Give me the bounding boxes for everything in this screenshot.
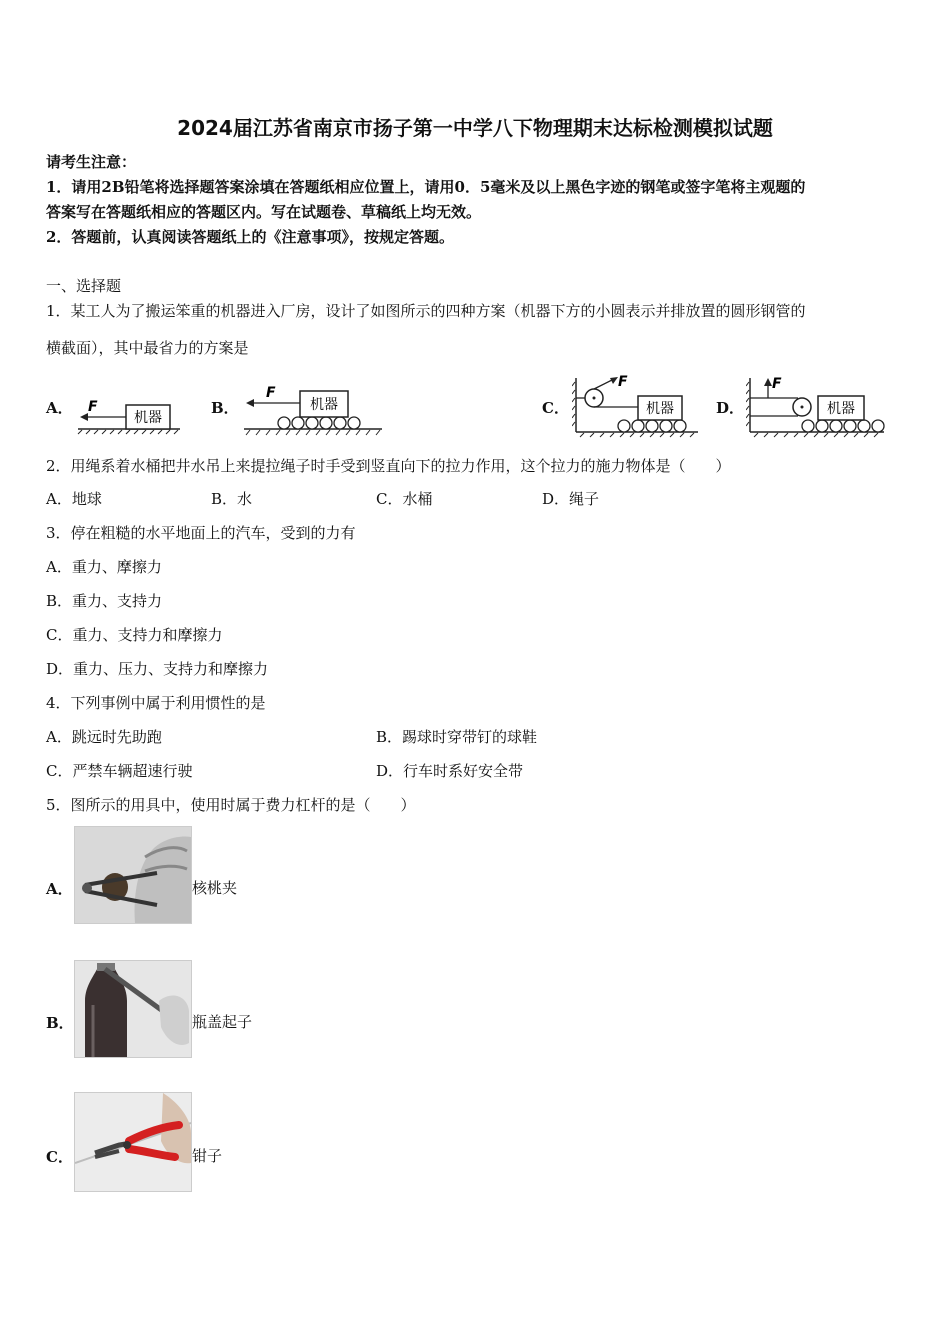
q3-option-c: C．重力、支持力和摩擦力 [46,626,223,644]
machine-label: 机器 [134,410,162,426]
q5-option-b-name: 瓶盖起子 [192,1013,253,1031]
machine-label: 机器 [827,401,855,417]
q4-stem: 4．下列事例中属于利用惯性的是 [46,694,266,712]
q1-figure-c [572,374,700,438]
q3-option-d: D．重力、压力、支持力和摩擦力 [46,660,269,678]
q4-option-b: B．踢球时穿带钉的球鞋 [376,728,538,746]
force-label: F [618,374,628,390]
q3-option-a: A．重力、摩擦力 [46,558,162,576]
notice-heading: 请考生注意： [46,153,137,171]
machine-label: 机器 [310,397,338,413]
q5-stem: 5．图所示的用具中，使用时属于费力杠杆的是（ ） [46,796,416,814]
q1-option-b-label: B． [211,399,239,417]
q4-option-d: D．行车时系好安全带 [376,762,524,780]
pliers-photo [74,1092,192,1192]
q2-option-c: C．水桶 [376,490,433,508]
q4-option-a: A．跳远时先助跑 [46,728,162,746]
q1-figure-a [76,393,182,435]
force-label: F [266,385,276,401]
machine-label: 机器 [646,401,674,417]
q5-option-a-label: A． [46,880,73,898]
q5-option-c-name: 钳子 [192,1147,223,1165]
q1-option-a-label: A． [46,399,73,417]
q5-option-c-label: C． [46,1148,73,1166]
q1-stem-line2: 横截面），其中最省力的方案是 [46,339,249,357]
q5-option-a-name: 核桃夹 [192,879,238,897]
force-label: F [88,399,98,415]
q1-option-c-label: C． [542,399,569,417]
page-title: 2024届江苏省南京市扬子第一中学八下物理期末达标检测模拟试题 [177,116,773,140]
q3-option-b: B．重力、支持力 [46,592,163,610]
q2-option-a: A．地球 [46,490,102,508]
bottle-opener-photo [74,960,192,1058]
force-label: F [772,376,782,392]
notice-line-1a: 1．请用2B铅笔将选择题答案涂填在答题纸相应位置上，请用0．5毫米及以上黑色字迹的钢笔或签字笔将主观题的 [46,178,806,196]
q1-figure-d [746,374,886,438]
q2-option-b: B．水 [211,490,253,508]
q1-figure-b [242,383,384,437]
q4-option-c: C．严禁车辆超速行驶 [46,762,193,780]
notice-line-2: 2．答题前，认真阅读答题纸上的《注意事项》，按规定答题。 [46,228,454,246]
q1-stem-line1: 1．某工人为了搬运笨重的机器进入厂房，设计了如图所示的四种方案（机器下方的小圆表示并排放置的圆形钢管的 [46,302,806,320]
notice-line-1b: 答案写在答题纸相应的答题区内。写在试题卷、草稿纸上均无效。 [46,203,482,221]
nutcracker-photo [74,826,192,924]
q3-stem: 3．停在粗糙的水平地面上的汽车，受到的力有 [46,524,356,542]
q5-option-b-label: B． [46,1014,74,1032]
q1-option-d-label: D． [716,399,745,417]
q2-stem: 2．用绳系着水桶把井水吊上来提拉绳子时手受到竖直向下的拉力作用，这个拉力的施力物体是（ ） [46,457,731,475]
q2-option-d: D．绳子 [542,490,600,508]
section-heading: 一、选择题 [46,277,122,295]
